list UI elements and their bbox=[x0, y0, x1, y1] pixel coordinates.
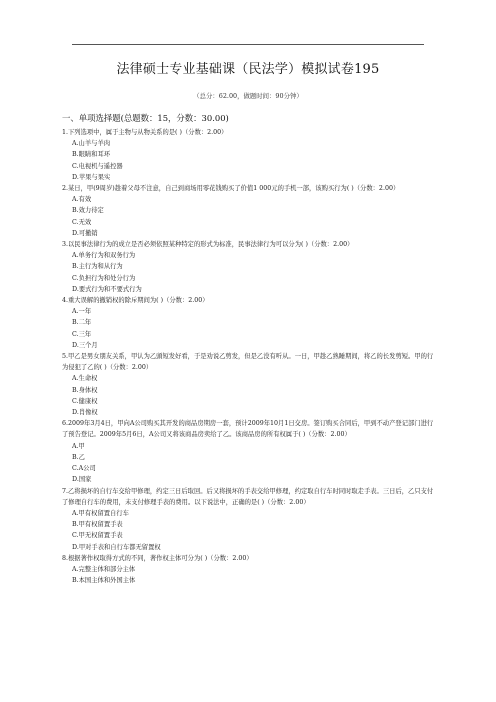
answer-option: D.可撤销 bbox=[72, 229, 98, 237]
question-item bbox=[62, 418, 434, 485]
question-item bbox=[62, 239, 434, 295]
answer-option: A.有效 bbox=[72, 196, 92, 204]
answer-option: B.主行为和从行为 bbox=[72, 263, 123, 271]
question-list bbox=[62, 127, 434, 586]
question-item bbox=[62, 486, 434, 553]
answer-option: D.肖像权 bbox=[72, 409, 98, 417]
question-stem: 6.2009年3月4日，甲向A公司购买其开发的商品房期房一套，预计2009年10月1日交房。签订购买合同后，甲到不动产登记部门进行了预告登记。2009年5月6日，A公司又将该商品房卖给了乙。该商品房的所有权属于( )（分数：2.00） bbox=[62, 420, 434, 439]
answer-option: D.要式行为和不要式行为 bbox=[72, 285, 142, 293]
answer-option: D.甲对手表和自行车都无留置权 bbox=[72, 543, 161, 551]
answer-option: D.三个月 bbox=[72, 341, 98, 349]
answer-option: A.甲 bbox=[72, 442, 85, 450]
answer-option: B.乙 bbox=[72, 453, 85, 461]
question-stem: 1.下列选项中，属于主物与从物关系的是( )（分数：2.00） bbox=[62, 129, 228, 136]
question-stem: 7.乙将损坏的自行车交给甲修理，约定三日后取回。后又将损坏的手表交给甲修理，约定取自行车时同时取走手表。三日后，乙只支付了修理自行车的费用，未支付修理手表的费用。以下说法中，正确的是( )（分数：2.00） bbox=[62, 487, 434, 506]
answer-option: A.山羊与羊肉 bbox=[72, 140, 111, 148]
question-item bbox=[62, 351, 434, 418]
question-stem: 2.某日，甲(9周岁)趁着父母不注意，自己到商场用零花钱购买了价值1 000元的手机一部，该购买行为( )（分数：2.00） bbox=[62, 185, 400, 193]
answer-option: D.苹果与果实 bbox=[72, 173, 111, 181]
answer-option: C.甲无权留置手表 bbox=[72, 532, 123, 540]
question-item bbox=[62, 295, 434, 351]
question-item bbox=[62, 553, 434, 587]
answer-option: A.一年 bbox=[72, 308, 92, 316]
answer-option: C.健康权 bbox=[72, 397, 98, 405]
answer-option: B.甲有权留置手表 bbox=[72, 521, 123, 529]
question-item bbox=[62, 127, 434, 183]
answer-option: C.A公司 bbox=[72, 465, 96, 473]
question-stem: 5.甲乙是男女朋友关系，甲认为乙頭短发好看，于是劝说乙剪发，但是乙没有听从。一日，甲趁乙熟睡期间，将乙的长发剪短。甲的行为侵犯了乙的( )（分数：2.00） bbox=[62, 353, 434, 372]
answer-option: A.甲有权留置自行车 bbox=[72, 509, 129, 517]
answer-option: C.无效 bbox=[72, 218, 92, 226]
answer-option: B.本国主体和外国主体 bbox=[72, 577, 136, 585]
answer-option: B.二年 bbox=[72, 319, 92, 327]
exam-meta: （总分：62.00，做题时间：90分钟） bbox=[193, 92, 303, 100]
answer-option: B.身体权 bbox=[72, 386, 98, 394]
header-rule bbox=[72, 44, 424, 45]
question-stem: 3.以民事法律行为的成立是否必须依照某种特定的形式为标准，民事法律行为可以分为( )（分数：2.00） bbox=[62, 241, 354, 249]
question-stem: 4.重大误解的撤销权的除斥期间为( )（分数：2.00） bbox=[62, 297, 209, 305]
answer-option: A.完整主体和部分主体 bbox=[72, 565, 136, 573]
answer-option: C.电视机与遥控器 bbox=[72, 162, 123, 170]
question-stem: 8.根据著作权取得方式的不同，著作权主体可分为( )（分数：2.00） bbox=[62, 554, 253, 562]
document-title: 法律硕士专业基础课（民法学）模拟试卷195 bbox=[116, 62, 380, 77]
answer-option: C.三年 bbox=[72, 330, 92, 338]
answer-option: B.效力待定 bbox=[72, 207, 104, 215]
section-heading: 一、单项选择题(总题数：15，分数：30.00) bbox=[62, 113, 229, 123]
question-item bbox=[62, 183, 434, 239]
answer-option: C.负担行为和处分行为 bbox=[72, 274, 136, 282]
answer-option: D.国家 bbox=[72, 476, 92, 484]
answer-option: A.单务行为和双务行为 bbox=[72, 252, 136, 260]
answer-option: A.生命权 bbox=[72, 375, 98, 383]
answer-option: B.眼睛和耳环 bbox=[72, 151, 111, 159]
